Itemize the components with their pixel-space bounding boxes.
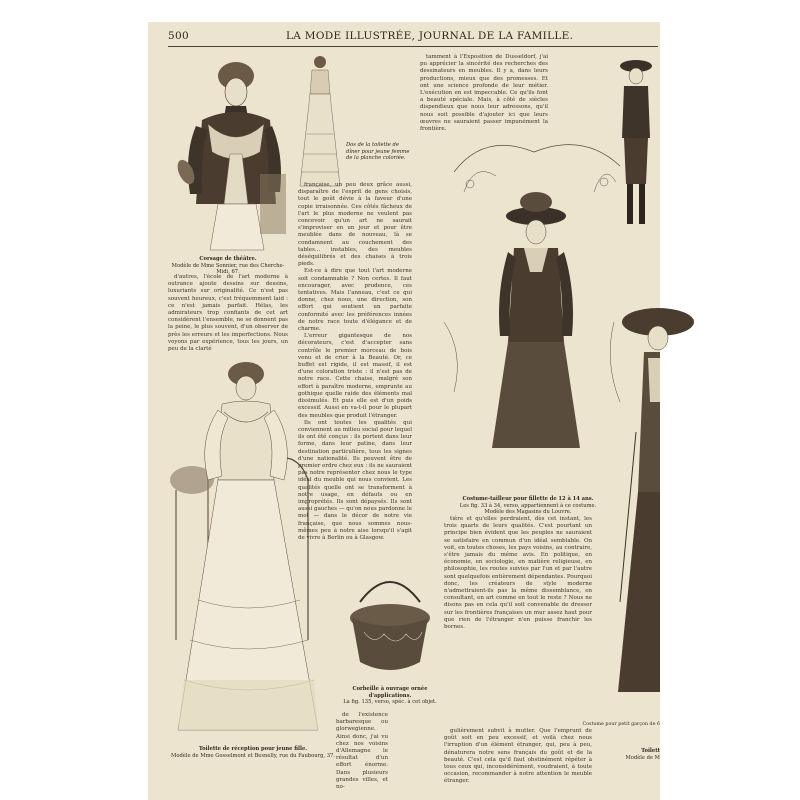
reception-dress-illustration bbox=[168, 340, 330, 740]
reception-caption-title: Toilette de réception pour jeune fille. bbox=[198, 746, 308, 752]
tailleur-caption-title: Costume-tailleur pour fillette de 12 à 14 ans. bbox=[462, 496, 594, 502]
theatre-caption-model: Modèle de Mme Sonnier, rue des Cherche-Midi, 67. bbox=[171, 262, 285, 276]
basket-caption-ref: La fig. 135, verso, spéc. à cet objet. bbox=[343, 699, 437, 706]
right-caption-model: Modèle de M bbox=[625, 754, 660, 761]
right-caption-title2: Toilett bbox=[641, 748, 660, 754]
text-paragraph: Est-ce à dire que tout l'art moderne soit condamnable ? Non certes. Il faut encourager, avec prudence, ces tentatives. Mais l'anneau, c'est ce qui donne, chez nous, une direction, son effort qui soutient un parfaite conformité avec les préférences innées de notre race toute d'élégance et de charme. bbox=[298, 268, 412, 333]
tailleur-caption bbox=[448, 496, 608, 516]
text-paragraph: d'autres, l'école de l'art moderne à outrance ajoute dessins sur dessins, luxuriants sur originalité. Ce n'est pas souvent heureux, c'est fréquemment laid : ce n'est jamais parfait. Hélas, les admirateurs trop confiants de cet art considèrent l'ensemble, ne se donnent pas la peine, le plus souvent, d'un observer de près les erreurs et les imperfections. Nous voyons par expérience, tous les jours, un peu de la clarté bbox=[168, 274, 288, 353]
text-right-top bbox=[420, 54, 548, 138]
text-paragraph: tamment à l'Exposition de Dusseldorf, j'ai pu apprécier la sincérité des recherches des dessinateurs en meubles. Il y a, dans leurs productions, mieux que des promesses. Et ont une science profonde de leur métier. L'exécution en est impeccable. Ce qu'ils font a beauté spéciale. Mais, à côté de siècles dispendieux que nous leur adressons, qu'il nous soit possible d'ajouter ici que leurs œuvres ne sauraient passer impunément la frontière. bbox=[420, 54, 548, 133]
header-rule bbox=[168, 46, 658, 47]
theatre-caption bbox=[168, 256, 288, 276]
small-dress-caption: Dos de la toilette de dîner pour jeune femme de la planche coloriée. bbox=[346, 142, 410, 162]
reception-caption-model: Modèle de Mme Gosselmont et Besnelly, rue du Faubourg, 37. bbox=[171, 752, 335, 759]
text-paragraph: Ils ont toutes les qualités qui conviennent au milieu social pour lequel ils ont été conçus : ils portent dans leur forme, dans leur patine, dans leur destination particulière, tous les signes d'une nationalité. Ils peuvent être de premier ordre chez eux : ils ne sauraient pas notre représenter chez nous le type idéal du meuble qui nous convient. Les qualités quelle ont se transforment à notre usage, en défauts ou en improprétés. Ils sont dépaysés. Ils sont aussi gauches — qu'on nous pardonne le mot — dans le décor de notre vie française, que nous sommes nous-mêmes peu à notre aise lorsqu'il s'agit de vivre à Berlin ou à Glasgow. bbox=[298, 419, 412, 541]
girl-tailleur-illustration bbox=[444, 132, 624, 472]
text-mid-top bbox=[298, 54, 404, 144]
basket-caption bbox=[338, 686, 442, 706]
page-header bbox=[148, 30, 660, 46]
page-number: 500 bbox=[168, 30, 189, 42]
basket-caption-title: Corbeille à ouvrage ornée d'applications. bbox=[352, 686, 428, 699]
text-paragraph: de l'existence barbaresque ou glorwegienne. Ainsi donc, j'ai vu chez nos voisins d'Allemagne le résultat d'un effort énorme. Dans plusieurs grandes villes, et no- bbox=[336, 712, 388, 791]
text-left-upper bbox=[168, 274, 288, 353]
tailleur-caption-model: Modèle des Magasins du Louvre. bbox=[484, 509, 572, 516]
theatre-bodice-illustration bbox=[168, 54, 286, 254]
text-mid-bottom-left bbox=[336, 712, 388, 800]
right-caption-title: Costume pour petit garçon de 6 bbox=[582, 722, 660, 727]
journal-title: LA MODE ILLUSTRÉE, JOURNAL DE LA FAMILLE. bbox=[286, 30, 574, 42]
text-paragraph: gulièrement subvit à mutter. Que l'emprunt de goût soit en peu excessif, et voilà chez nous l'irruption d'un élément étranger, qui, peu à peu, dénaturera notre sens français du goût et de la beauté. C'est cela qu'il faut obstinément répéter à tous ceux qui, inconsidérément, voudraient, à toute occasion, recommander à notre attention le meuble étranger. bbox=[444, 728, 592, 785]
journal-page bbox=[148, 22, 660, 800]
text-paragraph: L'erreur gigantesque de nos décorateurs, c'est d'accepter sans contrôle le premier morceau de bois venu et de crier à la Beauté. Or, ce buffet est rigide, il est massif, il est d'une coloration triste : il n'est pas de notre race. Cette chaise, malgré son effort à paraître moderne, emprunte au gothique quelle raide des éléments mal dissimulés. Et puis elle est d'un poids excessif. Aussi en va-t-il pour le plupart des meubles que produit l'étranger. bbox=[298, 333, 412, 419]
right-caption bbox=[600, 748, 660, 761]
text-bottom-center bbox=[444, 728, 592, 792]
reception-caption bbox=[168, 746, 338, 759]
theatre-caption-title: Corsage de théâtre. bbox=[199, 256, 257, 262]
text-paragraph: française, un peu deux grâce aussi, disparaître de l'esprit de gens choisis, tout le goût dévie à la faveur d'une copie irraisonnée. Ces côtés fâcheux de l'art le plus moderne ne veulent pas concevoir qu'un art ne saurait s'improviser en un jour et pour être meublée dans de nouveau, là se condamnent au couchement des tables... instables, des meubles déséquilibrés et des chaises à trois pieds. bbox=[298, 182, 412, 268]
tailleur-caption-ref: Les fig. 33 à 34, verso, appartiennent à ce costume. bbox=[459, 502, 597, 509]
text-mid-bottom-right bbox=[444, 516, 592, 726]
woman-toilette-illustration bbox=[618, 272, 660, 712]
text-paragraph: tière et qu'elles perdraient, dès cet instant, les trois quarts de leurs qualités. C'est pourtant un principe bien évident que les peuples ne sauraient se satisfaire en commun d'un idéal semblable. On voit, en toutes choses, les pays voisins, au contraire, s'être jamais du même avis. En politique, en économie, en sociologie, en matière religieuse, en philosophie, les routes suivies par l'un et par l'autre sont quelquefois entièrement dépendantes. Pourquoi donc, les créateurs de style moderne n'admettraient-ils pas la même dissemblance, en consultant, en art comme en tout le reste ? Nous ne disons pas en cela qu'il soit convenable de dresser sur les frontières françaises un mur assez haut pour que rien de l'étranger n'en puisse franchir les bornes. bbox=[444, 516, 592, 631]
basket-illustration bbox=[344, 562, 436, 682]
